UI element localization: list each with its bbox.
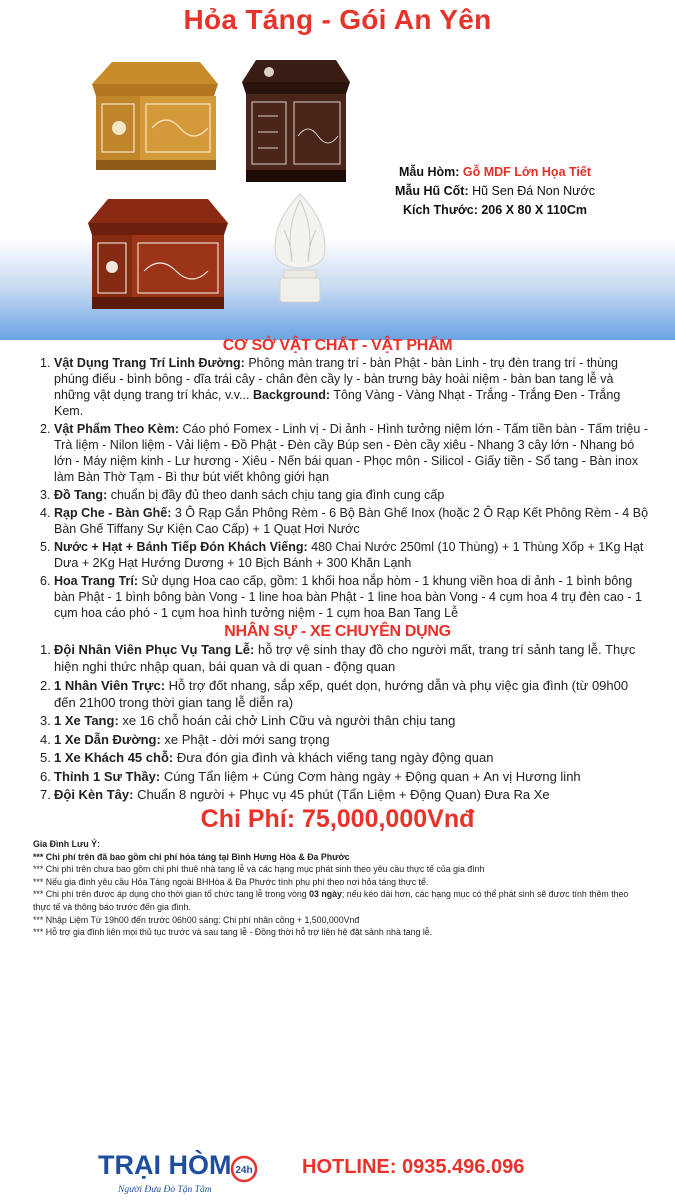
notes-section [0,838,675,939]
staff-list [0,641,675,803]
hotline-link[interactable]: HOTLINE: 0935.496.096 [302,1156,525,1178]
urn-label: Mẫu Hũ Cốt: [395,184,469,198]
brand-logo [94,1144,264,1198]
list-item: 5. 1 Xe Khách 45 chỗ: Đưa đón gia đình và khách viếng tang ngày động quan [40,750,494,765]
notes-title: Gia Đình Lưu Ý: [33,839,100,849]
coffin-image-dark [236,56,354,188]
coffin-image-golden [82,56,222,176]
note-line: *** Nhập Liệm Từ 19h00 đến trước 06h00 sáng: Chi phí nhân công + 1,500,000Vnđ [33,914,360,925]
note-line: *** Chi phí trên được áp dụng cho thời gian tổ chức tang lễ trong vòng 03 ngày; nếu kéo dài hơn, các hạng mục có thể phát sinh sẽ được tính thêm theo thực tế và thông báo trước đến gia đình. [33,889,629,912]
list-item: 6. Hoa Trang Trí: Sử dụng Hoa cao cấp, gồm: 1 khối hoa nắp hòm - 1 khung viền hoa di ảnh - 1 bình bông bàn Phật - 1 bình bông bàn Vong - 1 line hoa bàn Phật - 1 line hoa bàn Vong - 4 cụm hoa 4 trụ đèn cao - 1 cụm hoa cáo phó - 1 cụm hoa hình tưởng niệm - 1 cụm hoa Ban Tang Lễ [40,574,642,620]
list-item: 1. Vật Dụng Trang Trí Linh Đường: Phông màn trang trí - bàn Phật - bàn Linh - trụ đèn trang trí - thùng phúng điếu - bình bông - dĩa trái cây - chân đèn cầy ly - bàn trưng bày hoài niệm - bàn ban tang lễ và những vật dụng trang trí khác, v.v... Background: Tông Vàng - Vàng Nhạt - Trắng - Trắng Đen - Trắng Kem. [40,356,621,418]
note-highlight: *** Chi phí trên đã bao gồm chi phí hỏa táng tại Bình Hưng Hòa & Đa Phước [33,851,350,862]
facilities-list [0,355,675,621]
note-line: *** Hỗ trợ gia đình liên mọi thủ tục trước và sau tang lễ - Đồng thời hỗ trợ liên hệ đặt sảnh nhà tang lễ. [33,927,433,938]
page-title: Hỏa Táng - Gói An Yên [183,4,492,35]
coffin-label: Mẫu Hòm: [398,165,460,179]
coffin-value: Gỗ MDF Lớn Họa Tiết [462,165,591,179]
list-item: 2. 1 Nhân Viên Trực: Hỗ trợ đốt nhang, sắp xếp, quét dọn, hướng dẫn và phụ việc gia đình (từ 09h00 đến 21h00 trong thời gian tang lễ diễn ra) [40,677,629,710]
list-item: 6. Thỉnh 1 Sư Thầy: Cúng Tẩn liệm + Cúng Cơm hàng ngày + Động quan + An vị Hương linh [40,768,581,784]
list-item: 1. Đội Nhân Viên Phục Vụ Tang Lễ: hỗ trợ vệ sinh thay đồ cho người mất, trang trí sảnh tang lễ. Thực hiện nghi thức nhập quan, bái quan và di quan - động quan [40,642,636,674]
list-item: 4. 1 Xe Dẫn Đường: xe Phật - dời mới sang trọng [40,731,330,747]
size-label: Kích Thước: [402,203,478,217]
urn-image [262,190,338,310]
logo-slogan: Người Đưa Đò Tận Tâm [118,1185,212,1195]
note-line: *** Chi phí trên chưa bao gồm chi phí thuê nhà tang lễ và các hạng mục phát sinh theo yêu cầu thực tế của gia đình [33,864,485,875]
list-item: 3. Đồ Tang: chuẩn bị đầy đủ theo danh sách chịu tang gia đình cung cấp [40,488,445,502]
logo-badge: 24h [235,1165,253,1176]
note-line: *** Nếu gia đình yêu cầu Hỏa Táng ngoài BHHòa & Đa Phước tính phụ phí theo nơi hỏa táng thực tế. [33,876,429,887]
product-specs [370,163,620,220]
list-item: 5. Nước + Hạt + Bánh Tiếp Đón Khách Viếng: 480 Chai Nước 250ml (10 Thùng) + 1 Thùng Xốp + 1Kg Hạt Dưa + 2Kg Hạt Hướng Dương + 10 Bịch Bánh + 300 Khăn Lạnh [40,540,644,570]
facilities-heading: CƠ SỞ VẬT CHẤT - VẬT PHẨM [222,337,453,354]
list-item: 4. Rạp Che - Bàn Ghế: 3 Ô Rạp Gắn Phông Rèm - 6 Bộ Bàn Ghế Inox (hoặc 2 Ô Rạp Kết Phông Rèm - 4 Bộ Bàn Ghế Tiffany Sự Kiện Cao Cấp) + 1 Quạt Hơi Nước [40,506,649,536]
list-item: 2. Vật Phẩm Theo Kèm: Cáo phó Fomex - Linh vị - Di ảnh - Hình tưởng niệm lớn - Tấm tiền bàn - Tấm triệu - Trà liệm - Nilon liệm - Vải liệm - Đồ Phật - Đèn cầy Búp sen - Đèn cầy xiêu - Nhang 3 cây lớn - Nhang bó lớn - Máy niệm kinh - Lư hương - Xiêu - Nến bái quan - Phọc môn - Silicol - Giấy tiền - Sổ tang - Bàn inox làm Bàn Thờ Tạm - Bì thư bút viết không giới hạn [40,422,648,484]
list-item: 3. 1 Xe Tang: xe 16 chỗ hoán cải chở Linh Cữu và người thân chịu tang [40,713,456,728]
total-cost: Chi Phí: 75,000,000Vnđ [200,805,475,833]
coffin-image-red [80,195,232,315]
staff-heading: NHÂN SỰ - XE CHUYÊN DỤNG [224,623,451,640]
logo-text: TRẠI HÒM [98,1150,232,1180]
main-content [0,337,675,939]
list-item: 7. Đội Kèn Tây: Chuẩn 8 người + Phục vụ 45 phút (Tẩn Liệm + Động Quan) Đưa Ra Xe [40,787,550,802]
urn-value: Hũ Sen Đá Non Nước [472,184,595,198]
header-banner [0,0,675,340]
size-value: 206 X 80 X 110Cm [481,203,587,217]
footer [0,1136,675,1200]
